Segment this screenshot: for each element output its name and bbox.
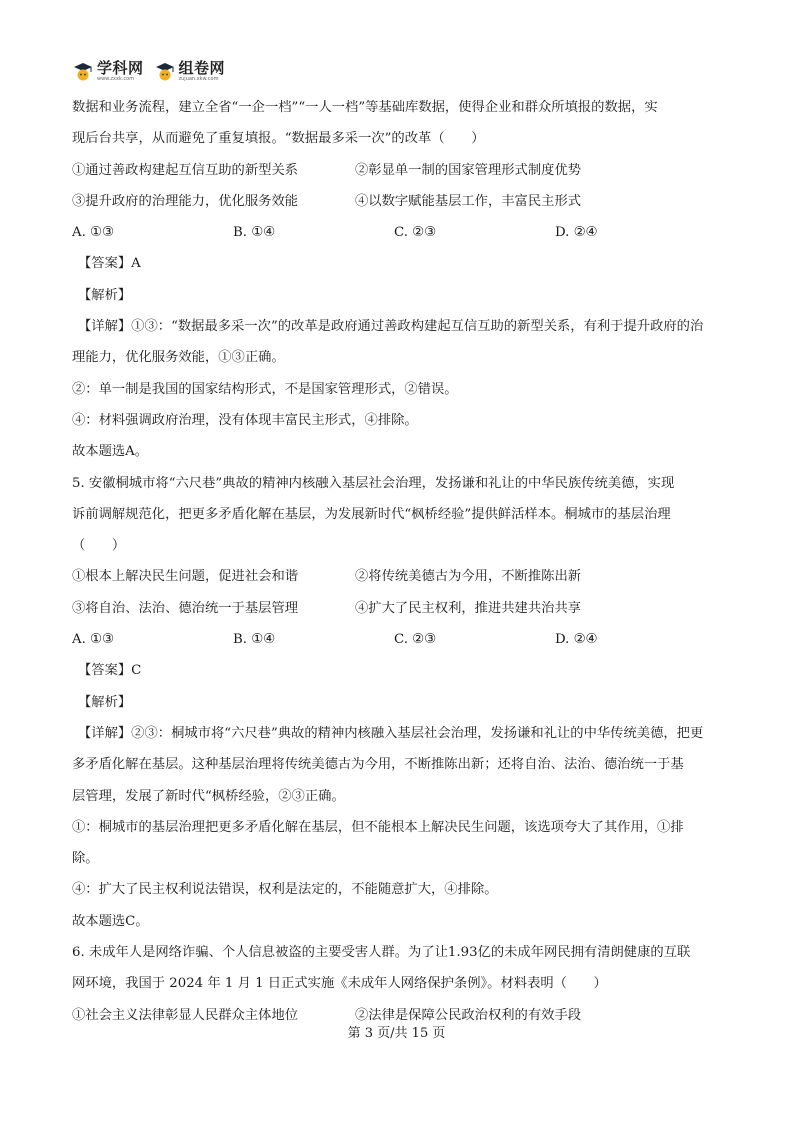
choice-option: B. ①④: [233, 225, 276, 241]
text-line: ④：扩大了民主权利说法错误，权利是法定的，不能随意扩大，④排除。: [72, 882, 498, 898]
choice-option: C. ②③: [394, 225, 436, 241]
text-line: 5. 安徽桐城市将“六尺巷”典故的精神内核融入基层社会治理，发扬谦和礼让的中华民族传统美德，实现: [72, 475, 675, 491]
text-line: 多矛盾化解在基层。这种基层治理将传统美德古为今用，不断推陈出新；还将自治、法治、德治统一于基: [72, 757, 684, 773]
logo-name: 学科网: [97, 58, 144, 77]
statement-option: ②彰显单一制的国家管理形式制度优势: [355, 162, 582, 178]
zujuanwang-logo[interactable]: [154, 60, 226, 82]
document-body: [72, 92, 724, 1031]
label-line: 【详解】②③：桐城市将“六尺巷”典故的精神内核融入基层社会治理，发扬谦和礼让的中华传统美德，把更: [78, 725, 704, 741]
text-line: 6. 未成年人是网络诈骗、个人信息被盗的主要受害人群。为了让1.93亿的未成年网民拥有清朗健康的互联: [72, 945, 691, 961]
graduation-cap-icon: [72, 60, 94, 82]
logo-name: 组卷网: [178, 58, 226, 77]
text-line: （ ）: [72, 538, 126, 554]
choice-option: A. ①③: [72, 225, 114, 241]
choice-option: D. ②④: [555, 225, 598, 241]
label-line: 【解析】: [78, 694, 132, 710]
text-line: 故本题选A。: [72, 444, 149, 460]
statement-option: ①根本上解决民生问题，促进社会和谐: [72, 569, 299, 585]
statement-option: ②法律是保障公民政治权利的有效手段: [355, 1007, 582, 1023]
text-line: 理能力，优化服务效能，①③正确。: [72, 350, 285, 366]
choice-option: D. ②④: [555, 632, 598, 648]
text-line: ①：桐城市的基层治理把更多矛盾化解在基层，但不能根本上解决民生问题，该选项夸大了其作用，①排: [72, 819, 684, 835]
text-line: 除。: [72, 851, 99, 867]
statement-options-row: [72, 593, 724, 624]
statement-options-row: [72, 561, 724, 592]
xuekewang-logo[interactable]: [72, 60, 144, 82]
text-line: 数据和业务流程，建立全省“一企一档”“一人一档”等基础库数据，使得企业和群众所填报的数据，实: [72, 100, 658, 115]
text-line: ④：材料强调政府治理，没有体现丰富民主形式，④排除。: [72, 412, 418, 428]
label-line: 【解析】: [78, 287, 132, 303]
page-header: [72, 56, 225, 86]
label-line: 【答案】C: [78, 663, 142, 679]
text-line: 层管理，发展了新时代“枫桥经验，②③正确。: [72, 788, 345, 804]
statement-options-row: [72, 186, 724, 217]
label-line: 【详解】①③：“数据最多采一次”的改革是政府通过善政构建起互信互助的新型关系，有利于提升政府的治: [78, 319, 704, 335]
statement-option: ②将传统美德古为今用，不断推陈出新: [355, 569, 582, 585]
statement-option: ①通过善政构建起互信互助的新型关系: [72, 162, 299, 178]
text-line: 网环境，我国于 2024 年 1 月 1 日正式实施《未成年人网络保护条例》。材料表明（ ）: [72, 976, 607, 992]
choice-option: B. ①④: [233, 632, 276, 648]
statement-option: ④扩大了民主权利，推进共建共治共享: [355, 600, 582, 616]
text-line: ②：单一制是我国的国家结构形式，不是国家管理形式，②错误。: [72, 381, 458, 397]
logo-url: www.zxxk.com: [97, 75, 135, 82]
statement-option: ③提升政府的治理能力，优化服务效能: [72, 193, 299, 209]
text-line: 诉前调解规范化，把更多矛盾化解在基层，为发展新时代“枫桥经验”提供鲜活样本。桐城市的基层治理: [72, 506, 671, 522]
choice-options-row: [72, 624, 724, 655]
choice-options-row: [72, 217, 724, 248]
choice-option: C. ②③: [394, 632, 436, 648]
logo-url: zujuan.xkw.com: [178, 75, 219, 82]
page-number: 第 3 页/共 15 页: [347, 1026, 446, 1041]
text-line: 故本题选C。: [72, 913, 149, 929]
statement-option: ①社会主义法律彰显人民群众主体地位: [72, 1007, 299, 1023]
text-line: 现后台共享，从而避免了重复填报。“数据最多采一次”的改革（ ）: [72, 131, 485, 147]
graduation-cap-icon: [154, 60, 176, 82]
label-line: 【答案】A: [78, 256, 141, 272]
choice-option: A. ①③: [72, 632, 114, 648]
statement-option: ③将自治、法治、德治统一于基层管理: [72, 600, 299, 616]
statement-option: ④以数字赋能基层工作，丰富民主形式: [355, 193, 582, 209]
statement-options-row: [72, 155, 724, 186]
